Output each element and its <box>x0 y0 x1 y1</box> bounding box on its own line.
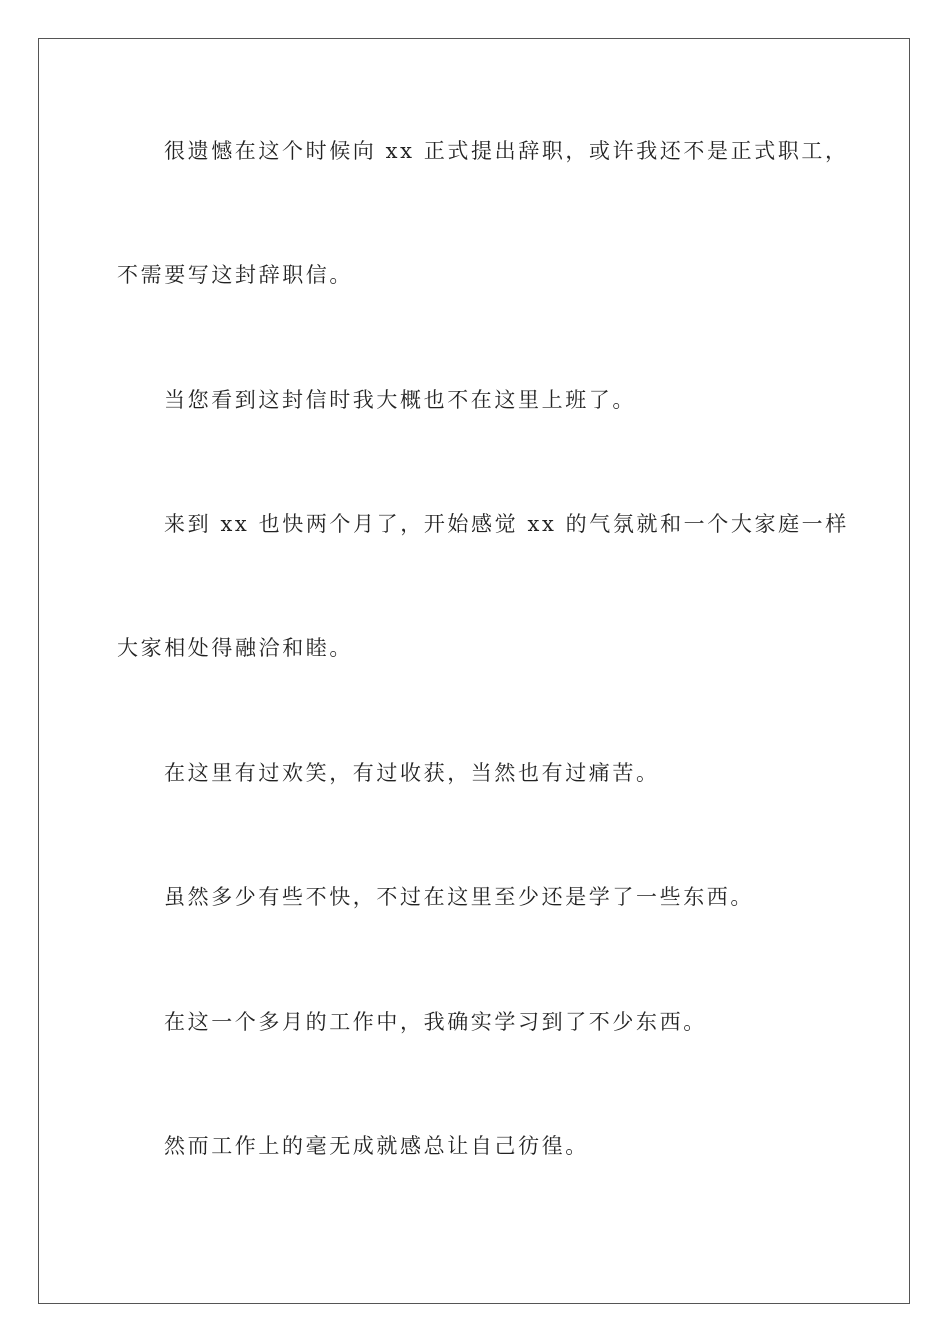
paragraph-line: 在这一个多月的工作中，我确实学习到了不少东西。 <box>164 1010 707 1034</box>
paragraph-line: 虽然多少有些不快，不过在这里至少还是学了一些东西。 <box>164 885 754 909</box>
paragraph-line: 不需要写这封辞职信。 <box>117 263 353 287</box>
paragraph-line: 在这里有过欢笑，有过收获，当然也有过痛苦。 <box>164 761 660 785</box>
paragraph-line: 然而工作上的毫无成就感总让自己彷徨。 <box>164 1134 589 1158</box>
paragraph-line: 当您看到这封信时我大概也不在这里上班了。 <box>164 388 636 412</box>
page-border <box>38 38 910 1304</box>
paragraph-line: 大家相处得融洽和睦。 <box>117 636 353 660</box>
paragraph-line: 很遗憾在这个时候向 xx 正式提出辞职，或许我还不是正式职工， <box>164 139 849 163</box>
paragraph-line: 来到 xx 也快两个月了，开始感觉 xx 的气氛就和一个大家庭一样 <box>164 512 849 536</box>
